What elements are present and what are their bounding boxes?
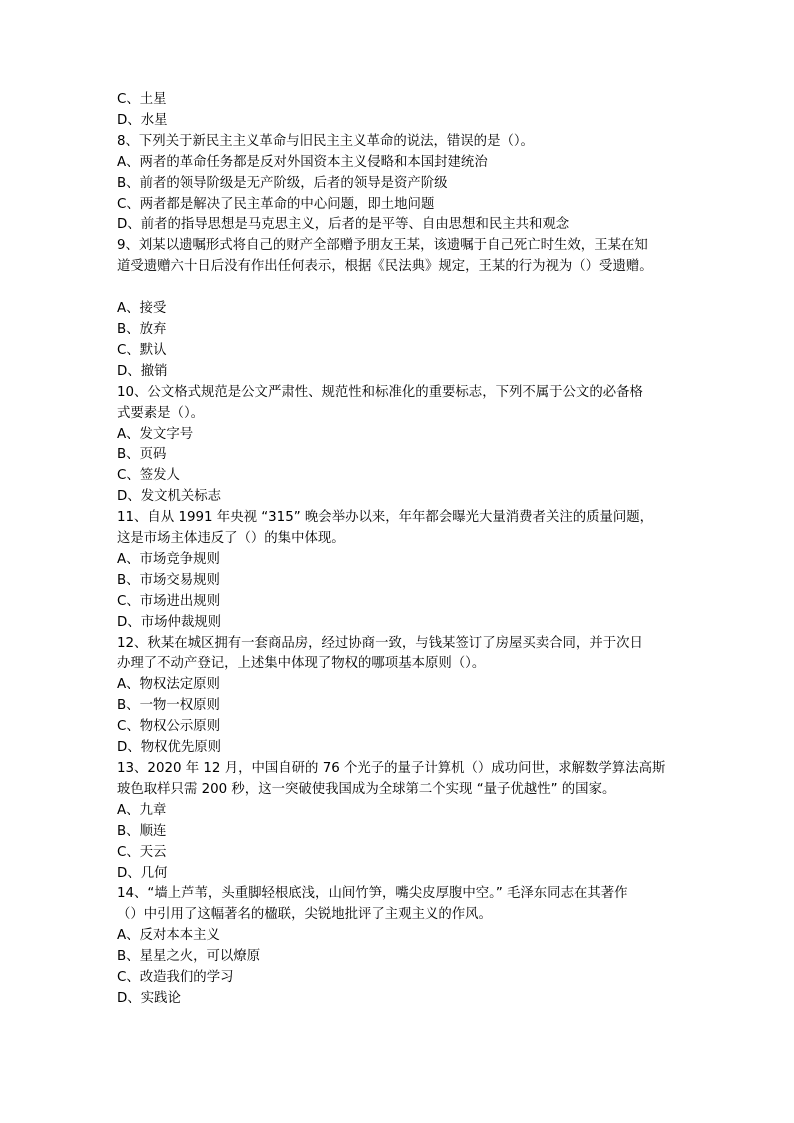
document-line: 12、秋某在城区拥有一套商品房，经过协商一致，与钱某签订了房屋买卖合同，并于次日	[117, 635, 643, 651]
document-line: C、两者都是解决了民主革命的中心问题，即土地问题	[117, 196, 435, 212]
document-line: A、九章	[117, 802, 167, 818]
document-line: C、天云	[117, 844, 167, 860]
document-line: B、前者的领导阶级是无产阶级，后者的领导是资产阶级	[117, 175, 448, 191]
document-line: 13、2020 年 12 月，中国自研的 76 个光子的量子计算机（）成功问世，求解数学算法高斯	[117, 761, 666, 776]
document-line: D、物权优先原则	[117, 740, 222, 756]
document-line: （）中引用了这幅著名的楹联，尖锐地批评了主观主义的作风。	[117, 907, 492, 923]
document-line: 10、公文格式规范是公文严肃性、规范性和标准化的重要标志，下列不属于公文的必备格	[117, 384, 643, 400]
document-line: B、一物一权原则	[117, 698, 220, 714]
document-line: D、发文机关标志	[117, 489, 222, 505]
document-line: 14、“墙上芦苇，头重脚轻根底浅，山间竹笋，嘴尖皮厚腹中空。” 毛泽东同志在其著作	[117, 886, 628, 902]
document-line: 式要素是（）。	[117, 405, 205, 421]
document-line: A、市场竞争规则	[117, 551, 220, 567]
document-line: A、接受	[117, 301, 167, 317]
document-line: D、市场仲裁规则	[117, 614, 222, 630]
document-line: B、页码	[117, 447, 167, 463]
document-line: B、星星之火，可以燎原	[117, 949, 261, 965]
blank-line	[117, 278, 675, 299]
document-line: C、土星	[117, 92, 167, 107]
document-line: D、几何	[117, 865, 168, 881]
document-line: D、水星	[117, 112, 168, 128]
document-line: 9、刘某以遗嘱形式将自己的财产全部赠予朋友王某，该遗嘱于自己死亡时生效，王某在知	[117, 238, 648, 254]
document-line: D、撤销	[117, 363, 168, 379]
document-line: B、放弃	[117, 321, 167, 337]
document-text-body	[117, 90, 675, 1010]
document-line: B、顺连	[117, 823, 167, 839]
document-line: 玻色取样只需 200 秒，这一突破使我国成为全球第二个实现 “量子优越性” 的国家。	[117, 781, 616, 797]
document-line: 这是市场主体违反了（）的集中体现。	[117, 531, 345, 547]
document-line: C、物权公示原则	[117, 719, 221, 735]
document-line: B、市场交易规则	[117, 572, 220, 588]
document-line: D、前者的指导思想是马克思主义，后者的是平等、自由思想和民主共和观念	[117, 217, 570, 233]
document-line: C、市场进出规则	[117, 593, 221, 609]
document-line: A、两者的革命任务都是反对外国资本主义侵略和本国封建统治	[117, 154, 488, 170]
document-line: 8、下列关于新民主主义革命与旧民主主义革命的说法，错误的是（）。	[117, 133, 534, 149]
document-line: A、反对本本主义	[117, 928, 220, 944]
document-line: D、实践论	[117, 990, 181, 1006]
document-line: A、发文字号	[117, 426, 194, 442]
document-line: 11、自从 1991 年央视 “315” 晚会举办以来，年年都会曝光大量消费者关注的质量问题，	[117, 510, 654, 526]
document-line: 道受遗赠六十日后没有作出任何表示，根据《民法典》规定，王某的行为视为（）受遗赠。	[117, 259, 653, 275]
document-line: 办理了不动产登记，上述集中体现了物权的哪项基本原则（）。	[117, 656, 486, 672]
document-line: A、物权法定原则	[117, 677, 220, 693]
document-line: C、默认	[117, 342, 167, 358]
document-line: C、签发人	[117, 468, 180, 484]
document-line: C、改造我们的学习	[117, 970, 234, 986]
